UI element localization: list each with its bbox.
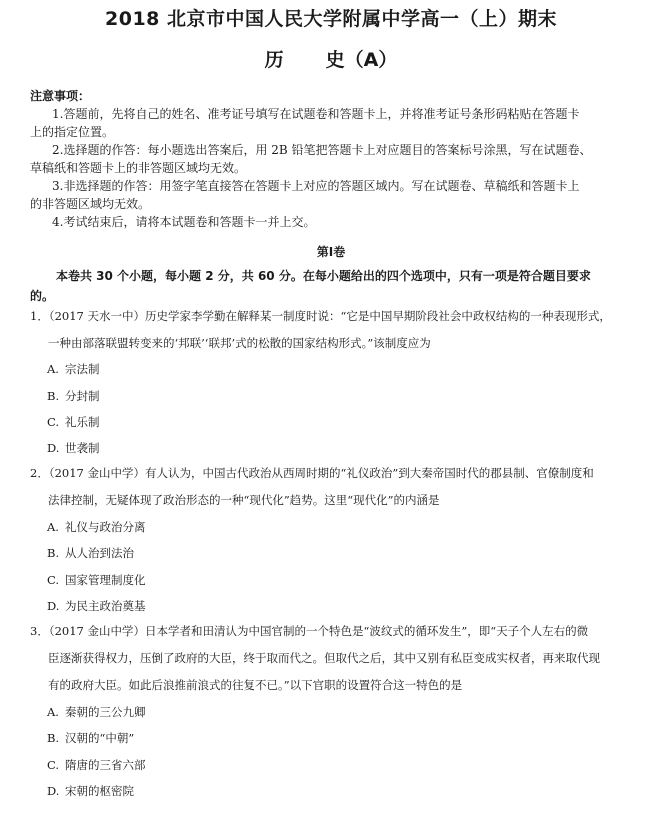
question-3-line2: 臣逐渐获得权力，压倒了政府的大臣，终于取而代之。但取代之后，其中又别有私臣变成实权者，再来取代现 bbox=[48, 651, 600, 665]
notice-item-4 bbox=[30, 213, 622, 231]
option-label: C. bbox=[47, 415, 60, 429]
question-1-option-b bbox=[47, 388, 100, 404]
question-2-option-c bbox=[47, 572, 146, 588]
question-2-line1: 2．（2017 金山中学）有人认为，中国古代政治从西周时期的“礼仪政治”到大秦帝国时代的郡县制、官僚制度和 bbox=[30, 466, 594, 480]
option-text: 隋唐的三省六部 bbox=[65, 758, 146, 772]
notice-item-2-line1: 2.选择题的作答：每小题选出答案后，用 2B 铅笔把答题卡上对应题目的答案标号涂黑，写在试题卷、 bbox=[52, 143, 592, 157]
question-2-stem bbox=[30, 460, 630, 514]
notice-item-3 bbox=[30, 177, 622, 213]
notice-heading: 注意事项： bbox=[30, 89, 91, 103]
option-text: 礼乐制 bbox=[65, 415, 100, 429]
question-2-option-b bbox=[47, 545, 134, 561]
option-label: D. bbox=[47, 784, 60, 798]
question-1-option-a bbox=[47, 361, 100, 377]
option-label: D. bbox=[47, 599, 60, 613]
option-label: B. bbox=[47, 389, 60, 403]
section-heading: 第Ⅰ卷 bbox=[316, 245, 346, 259]
notice-item-1 bbox=[30, 105, 622, 141]
notice-item-1-line1: 1.答题前，先将自己的姓名、准考证号填写在试题卷和答题卡上，并将准考证号条形码粘贴在答题卡 bbox=[52, 107, 580, 121]
question-3-line1: 3．（2017 金山中学）日本学者和田清认为中国官制的一个特色是“波纹式的循环发生”，即“天子个人左右的微 bbox=[30, 624, 589, 638]
subject-title bbox=[0, 45, 662, 72]
question-2-line2: 法律控制，无疑体现了政治形态的一种“现代化”趋势。这里“现代化”的内涵是 bbox=[48, 493, 440, 507]
question-2-option-a bbox=[47, 519, 146, 535]
question-1-option-c bbox=[47, 414, 100, 430]
option-text: 从人治到法治 bbox=[65, 546, 134, 560]
option-label: D. bbox=[47, 441, 60, 455]
notice-item-2 bbox=[30, 141, 622, 177]
notice-item-3-line2: 的非答题区域均无效。 bbox=[30, 197, 151, 211]
notice-item-4-line1: 4.考试结束后，请将本试题卷和答题卡一并上交。 bbox=[52, 215, 316, 229]
question-3-option-d bbox=[47, 783, 134, 799]
question-1-stem bbox=[30, 303, 630, 357]
option-label: A. bbox=[47, 705, 59, 719]
option-text: 宋朝的枢密院 bbox=[65, 784, 134, 798]
question-3-option-a bbox=[47, 704, 146, 720]
subject-part-2: 史（A） bbox=[325, 49, 398, 71]
option-label: B. bbox=[47, 731, 60, 745]
option-label: C. bbox=[47, 573, 60, 587]
option-text: 汉朝的“中朝” bbox=[65, 731, 135, 745]
option-label: C. bbox=[47, 758, 60, 772]
section-instruction-line1: 本卷共 30 个小题，每小题 2 分，共 60 分。在每小题给出的四个选项中，只有一项是符合题目要求 bbox=[56, 269, 591, 283]
question-3-option-c bbox=[47, 757, 146, 773]
option-text: 为民主政治奠基 bbox=[65, 599, 146, 613]
question-1-option-d bbox=[47, 440, 100, 456]
section-instruction bbox=[30, 266, 630, 306]
option-text: 礼仪与政治分离 bbox=[65, 520, 146, 534]
notice-item-2-line2: 草稿纸和答题卡上的非答题区域均无效。 bbox=[30, 161, 247, 175]
option-text: 世袭制 bbox=[65, 441, 100, 455]
question-2-option-d bbox=[47, 598, 146, 614]
option-text: 宗法制 bbox=[65, 362, 100, 376]
option-label: A. bbox=[47, 362, 59, 376]
question-3-stem bbox=[30, 618, 630, 699]
section-instruction-line2: 的。 bbox=[30, 289, 55, 303]
option-text: 国家管理制度化 bbox=[65, 573, 146, 587]
option-label: A. bbox=[47, 520, 59, 534]
question-3-line3: 有的政府大臣。如此后浪推前浪式的往复不已。”以下官职的设置符合这一特色的是 bbox=[48, 678, 463, 692]
notice-item-3-line1: 3.非选择题的作答：用签字笔直接答在答题卡上对应的答题区域内。写在试题卷、草稿纸和答题卡上 bbox=[52, 179, 580, 193]
option-text: 分封制 bbox=[65, 389, 100, 403]
option-text: 秦朝的三公九卿 bbox=[65, 705, 146, 719]
exam-title: 2018 北京市中国人民大学附属中学高一（上）期末 bbox=[105, 8, 557, 30]
question-1-line2: 一种由部落联盟转变来的‘邦联’‘联邦’式的松散的国家结构形式。”该制度应为 bbox=[48, 336, 431, 350]
option-label: B. bbox=[47, 546, 60, 560]
question-3-option-b bbox=[47, 730, 134, 746]
question-1-line1: 1．（2017 天水一中）历史学家李学勤在解释某一制度时说：“它是中国早期阶段社会中政权结构的一种表现形式， bbox=[30, 309, 611, 323]
notice-item-1-line2: 上的指定位置。 bbox=[30, 125, 115, 139]
subject-part-1: 历 bbox=[264, 49, 284, 71]
